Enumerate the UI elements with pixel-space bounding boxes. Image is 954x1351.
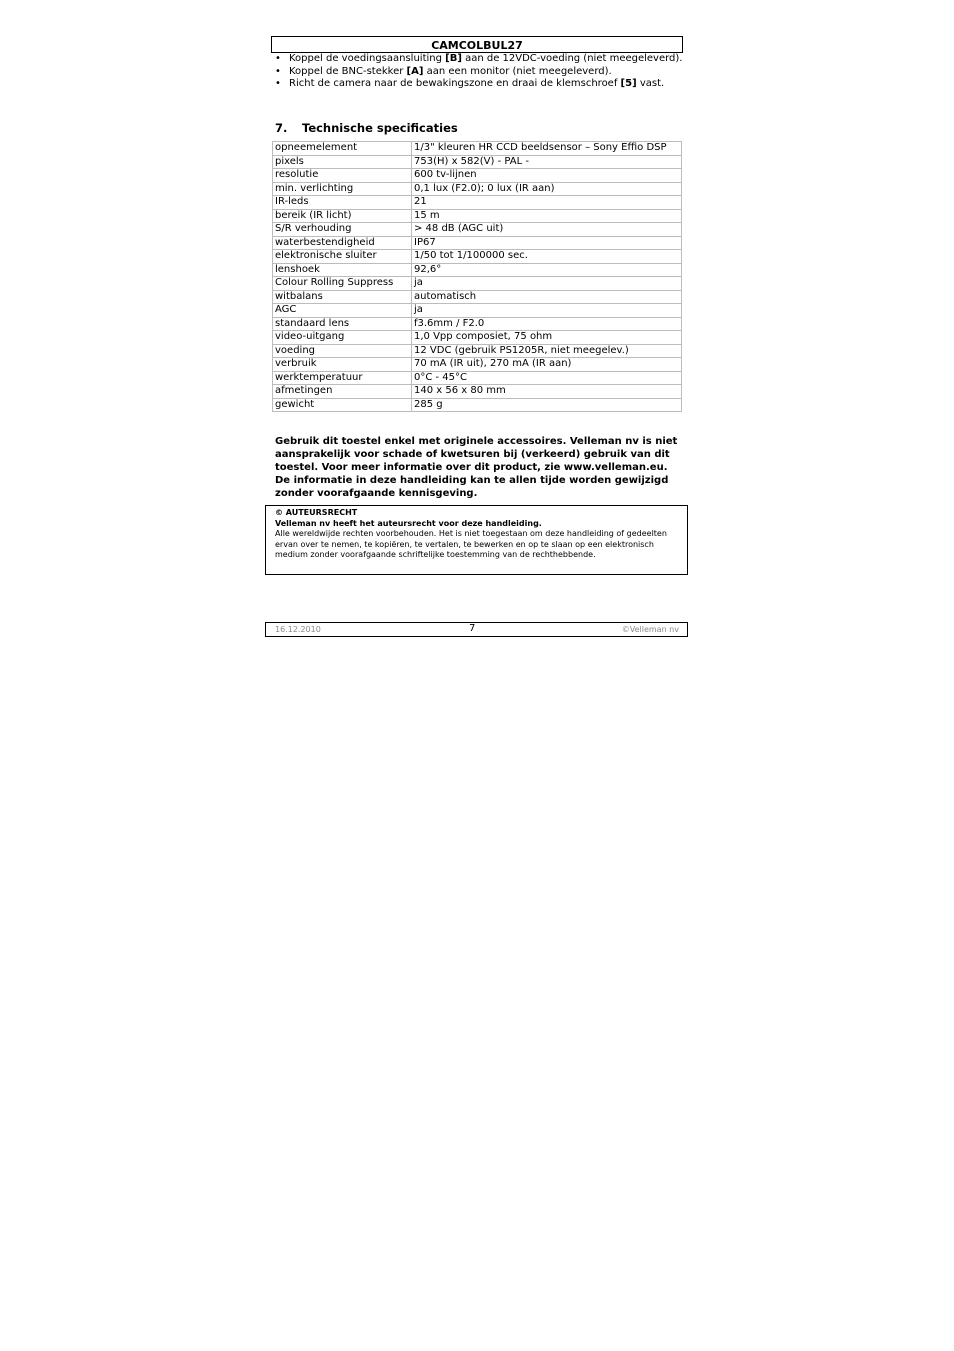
spec-label: lenshoek	[273, 263, 412, 277]
spec-value: 140 x 56 x 80 mm	[412, 385, 682, 399]
instruction-text: Koppel de voedingsaansluiting	[289, 53, 446, 64]
footer-copyright: ©Velleman nv	[621, 625, 679, 634]
spec-row	[273, 263, 682, 277]
page-footer	[265, 622, 688, 637]
spec-row	[273, 398, 682, 412]
spec-label: video-uitgang	[273, 331, 412, 345]
spec-label: waterbestendigheid	[273, 236, 412, 250]
spec-value: 0,1 lux (F2.0); 0 lux (IR aan)	[412, 182, 682, 196]
spec-value: 600 tv-lijnen	[412, 169, 682, 183]
section-heading	[275, 121, 458, 135]
instruction-text: vast.	[636, 78, 665, 89]
spec-label: voeding	[273, 344, 412, 358]
spec-row	[273, 223, 682, 237]
spec-label: Colour Rolling Suppress	[273, 277, 412, 291]
spec-value: > 48 dB (AGC uit)	[412, 223, 682, 237]
spec-value: 12 VDC (gebruik PS1205R, niet meegelev.)	[412, 344, 682, 358]
spec-label: elektronische sluiter	[273, 250, 412, 264]
spec-row	[273, 317, 682, 331]
spec-row	[273, 304, 682, 318]
copyright-subheading: Velleman nv heeft het auteursrecht voor deze handleiding.	[275, 518, 542, 528]
spec-value: 0°C - 45°C	[412, 371, 682, 385]
spec-label: resolutie	[273, 169, 412, 183]
spec-value: 15 m	[412, 209, 682, 223]
section-number: 7.	[275, 121, 288, 135]
spec-label: AGC	[273, 304, 412, 318]
spec-row	[273, 142, 682, 156]
spec-label: witbalans	[273, 290, 412, 304]
spec-row	[273, 250, 682, 264]
instruction-item	[275, 66, 685, 79]
footer-date: 16.12.2010	[275, 625, 321, 634]
spec-row	[273, 155, 682, 169]
spec-label: pixels	[273, 155, 412, 169]
spec-row	[273, 169, 682, 183]
page-number: 7	[469, 623, 476, 634]
copyright-box	[265, 505, 688, 575]
spec-value: 21	[412, 196, 682, 210]
spec-value: 1/50 tot 1/100000 sec.	[412, 250, 682, 264]
spec-value: automatisch	[412, 290, 682, 304]
spec-value: IP67	[412, 236, 682, 250]
spec-value: 70 mA (IR uit), 270 mA (IR aan)	[412, 358, 682, 372]
instruction-ref: [B]	[445, 53, 462, 64]
spec-row	[273, 371, 682, 385]
spec-label: opneemelement	[273, 142, 412, 156]
spec-value: ja	[412, 277, 682, 291]
spec-label: S/R verhouding	[273, 223, 412, 237]
spec-row	[273, 277, 682, 291]
spec-row	[273, 385, 682, 399]
spec-row	[273, 358, 682, 372]
instruction-text: aan een monitor (niet meegeleverd).	[423, 65, 612, 77]
spec-value: 92,6°	[412, 263, 682, 277]
instruction-ref: [A]	[406, 65, 424, 77]
instruction-item	[275, 78, 685, 91]
spec-row	[273, 209, 682, 223]
model-name: CAMCOLBUL27	[431, 39, 523, 52]
spec-row	[273, 236, 682, 250]
section-title: Technische specificaties	[302, 121, 458, 135]
spec-value: f3.6mm / F2.0	[412, 317, 682, 331]
spec-label: afmetingen	[273, 385, 412, 399]
spec-value: 285 g	[412, 398, 682, 412]
instruction-text: aan de 12VDC-voeding (niet meegeleverd).	[461, 53, 683, 64]
spec-label: werktemperatuur	[273, 371, 412, 385]
spec-value: 1,0 Vpp composiet, 75 ohm	[412, 331, 682, 345]
spec-value: 753(H) x 582(V) - PAL -	[412, 155, 682, 169]
instruction-text: Richt de camera naar de bewakingszone en draai de klemschroef	[289, 78, 621, 89]
spec-value: ja	[412, 304, 682, 318]
spec-table	[272, 141, 682, 412]
copyright-heading: © AUTEURSRECHT	[275, 508, 358, 517]
instruction-ref: [5]	[620, 78, 637, 89]
spec-row	[273, 196, 682, 210]
spec-row	[273, 331, 682, 345]
instruction-list	[275, 53, 685, 91]
usage-notice: Gebruik dit toestel enkel met originele accessoires. Velleman nv is niet aansprakelijk voor schade of kwetsuren bij (verkeerd) gebruik van dit toestel. Voor meer informatie over dit product, zie www.velleman.eu. De informatie in deze handleiding kan te allen tijde worden gewijzigd zonder voorafgaande kennisgeving.	[275, 436, 678, 499]
spec-label: IR-leds	[273, 196, 412, 210]
spec-row	[273, 182, 682, 196]
spec-row	[273, 290, 682, 304]
spec-value: 1/3" kleuren HR CCD beeldsensor – Sony Effio DSP	[412, 142, 682, 156]
spec-label: min. verlichting	[273, 182, 412, 196]
spec-label: gewicht	[273, 398, 412, 412]
spec-label: bereik (IR licht)	[273, 209, 412, 223]
spec-label: verbruik	[273, 358, 412, 372]
spec-label: standaard lens	[273, 317, 412, 331]
instruction-text: Koppel de BNC-stekker	[289, 65, 407, 77]
model-header	[271, 36, 683, 53]
instruction-item	[275, 53, 685, 66]
spec-row	[273, 344, 682, 358]
copyright-body: Alle wereldwijde rechten voorbehouden. Het is niet toegestaan om deze handleiding of gedeelten ervan over te nemen, te kopiëren, te vertalen, te bewerken en op te slaan op een elektronisch medium zonder voorafgaande schriftelijke toestemming van de rechthebbende.	[275, 529, 667, 560]
